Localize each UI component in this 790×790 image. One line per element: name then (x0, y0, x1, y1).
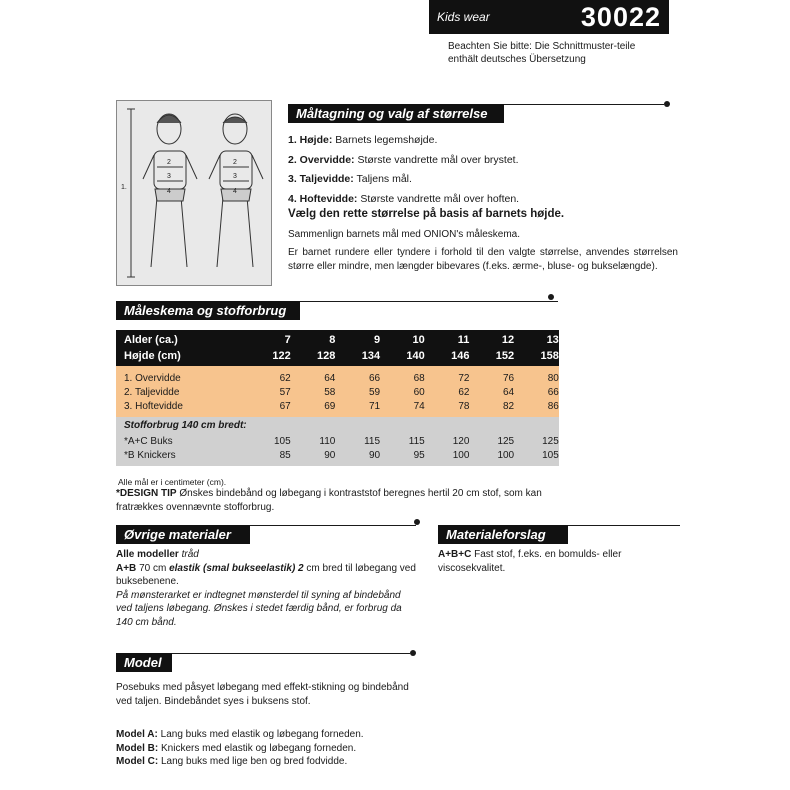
measure-item: 3. Taljevidde: Taljens mål. (288, 173, 412, 185)
fabric-block (116, 417, 559, 466)
children-illustration (117, 101, 271, 285)
height-row: Højde (cm) 122 128 134 140 146 152 158 (124, 350, 559, 362)
table-row: 1. Overvidde 62 64 66 68 72 76 80 (124, 372, 559, 384)
model-title: Model (116, 653, 172, 672)
measuring-title: Måltagning og valg af størrelse (288, 104, 504, 123)
table-row: 3. Hoftevidde 67 69 71 74 78 82 86 (124, 400, 559, 412)
children-figure (116, 100, 272, 286)
figure-label-3: 3 (167, 173, 171, 180)
table-row: *A+C Buks 105 110 115 115 120 125 125 (124, 435, 559, 447)
compare-text: Sammenlign barnets mål med ONION's måleskema. (288, 229, 520, 240)
measurement-list (288, 131, 708, 209)
materials-text (116, 548, 416, 629)
measuring-rule (504, 104, 664, 105)
figure-label-4b: 4 (233, 188, 237, 195)
suggestion-rule (568, 525, 680, 526)
translation-note: Beachten Sie bitte: Die Schnittmuster-teile enthält deutsches Übersetzung (448, 41, 636, 65)
list-item: Model C: Lang buks med lige ben og bred fodvidde. (116, 756, 348, 767)
table-row: 2. Taljevidde 57 58 59 60 62 64 66 (124, 386, 559, 398)
size-chart (116, 330, 559, 466)
ab-line: A+B 70 cm elastik (smal bukseelastik) 2 cm bred til løbegang ved buksebenene. (116, 562, 416, 587)
fabric-title: Stofforbrug 140 cm bredt: (124, 420, 247, 431)
pattern-note: På mønsterarket er indtegnet mønsterdel til syning af bindebånd ved taljens løbegang. Ønskes i stedet færdig bånd, er forbrug da 140 cm bånd. (116, 589, 402, 628)
measure-item: 2. Overvidde: Største vandrette mål over brystet. (288, 153, 519, 166)
figure-label-4: 4 (167, 188, 171, 195)
suggestion-title: Materialeforslag (438, 525, 568, 544)
measure-item: 1. Højde: Barnets legemshøjde. (288, 134, 438, 146)
chart-rule (300, 301, 558, 302)
suggestion-text: A+B+C Fast stof, f.eks. en bomulds- eller viscosekvalitet. (438, 549, 622, 574)
figure-label-3b: 3 (233, 173, 237, 180)
model-rule (172, 653, 410, 654)
measurements-block (116, 366, 559, 417)
list-item: Model A: Lang buks med elastik og løbegang forneden. (116, 729, 364, 740)
size-chart-header (116, 330, 559, 366)
choose-size-heading: Vælg den rette størrelse på basis af barnets højde. (288, 208, 565, 220)
table-row: *B Knickers 85 90 90 95 100 100 105 (124, 449, 559, 461)
materials-title: Øvrige materialer (116, 525, 250, 544)
design-tip: *DESIGN TIP Ønskes bindebånd og løbegang i kontraststof beregnes hertil 20 cm stof, som kan fratrækkes ovennævnte stofforbrug. (116, 488, 542, 513)
series-label: Kids wear (437, 10, 490, 24)
measure-item: 4. Hoftevidde: Største vandrette mål over hoften. (288, 192, 520, 205)
pattern-code: 30022 (580, 2, 661, 32)
size-advice: Er barnet rundere eller tyndere i forhold til den valgte størrelse, anvendes størrelsen større eller mindre, men længder bibevares (f.eks. ærme-, bluse- og bukselængde). (288, 247, 678, 272)
materials-rule (250, 525, 416, 526)
model-desc: Posebuks med påsyet løbegang med effekt-stikning og bindebånd ved taljen. Bindebåndet syes i buksens stof. (116, 682, 409, 707)
model-dot (410, 650, 416, 656)
figure-label-1: 1. (121, 184, 127, 191)
list-item: Model B: Knickers med elastik og løbegang forneden. (116, 742, 357, 754)
units-note: Alle mål er i centimeter (cm). (118, 477, 227, 487)
figure-label-2: 2 (167, 159, 171, 166)
measuring-dot (664, 101, 670, 107)
all-models-line: Alle modeller tråd (116, 549, 199, 560)
age-row: Alder (ca.) 7 8 9 10 11 12 13 (124, 334, 559, 346)
chart-title: Måleskema og stofforbrug (116, 301, 300, 320)
model-list (116, 728, 416, 769)
figure-label-2b: 2 (233, 159, 237, 166)
header-box (429, 0, 669, 34)
advice-dot (548, 294, 554, 300)
